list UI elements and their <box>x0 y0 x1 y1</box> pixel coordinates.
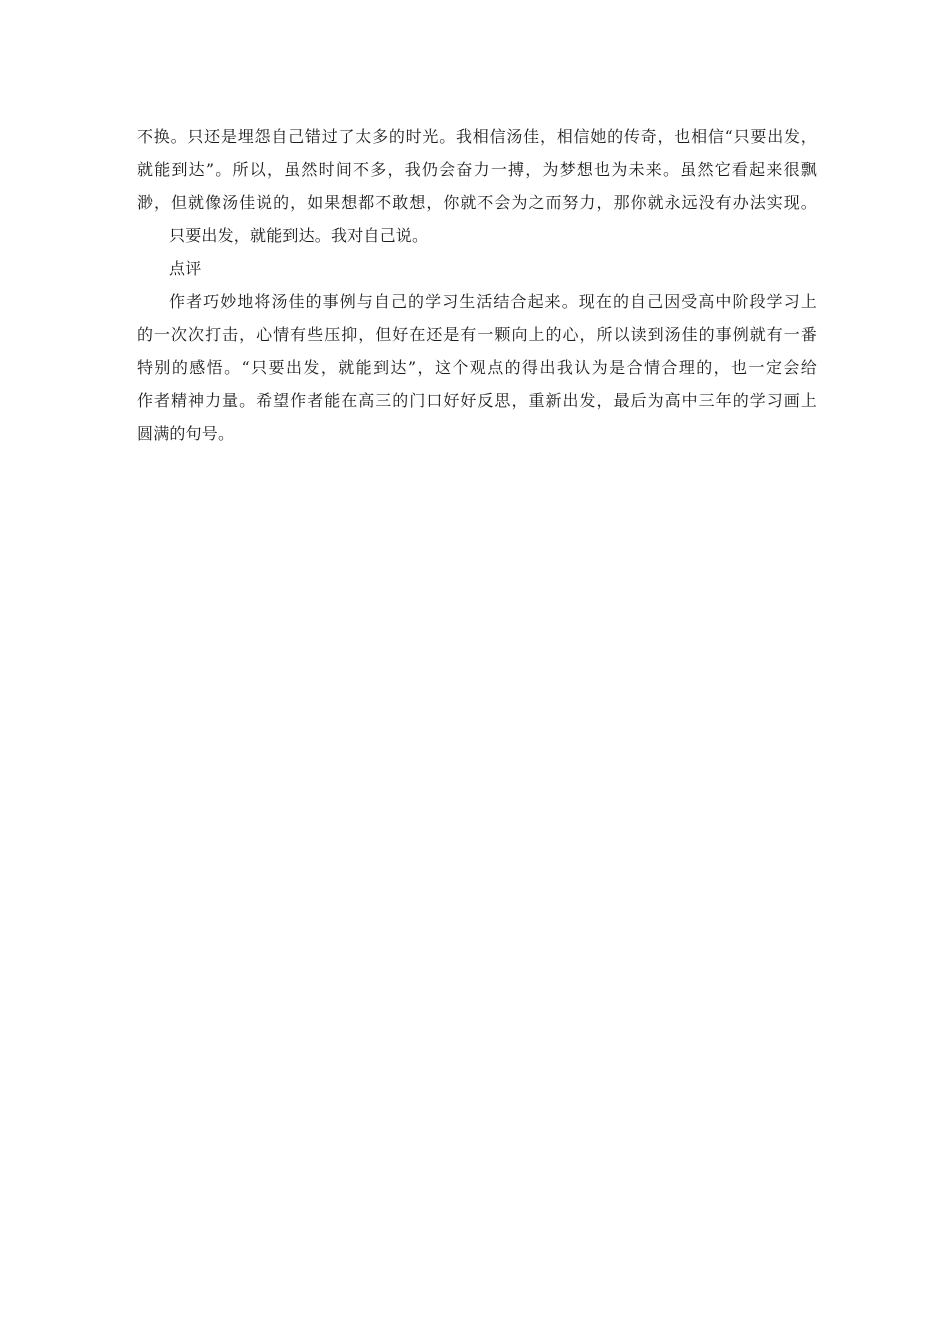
comment-paragraph <box>137 285 817 450</box>
comment-heading: 点评 <box>169 259 202 278</box>
comment-line: 的一次次打击，心情有些压抑，但好在还是有一颗向上的心，所以读到汤佳的事例就有一番 <box>137 325 817 344</box>
comment-line: 圆满的句号。 <box>137 424 235 443</box>
essay-line: 渺，但就像汤佳说的，如果想都不敢想，你就不会为之而努力，那你就永远没有办法实现。 <box>137 193 817 212</box>
essay-paragraph <box>137 120 817 219</box>
document-body <box>137 120 817 450</box>
comment-line: 作者精神力量。希望作者能在高三的门口好好反思，重新出发，最后为高中三年的学习画上 <box>137 391 817 410</box>
comment-line: 特别的感悟。“只要出发，就能到达”，这个观点的得出我认为是合情合理的，也一定会给 <box>137 358 817 377</box>
closing-line: 只要出发，就能到达。我对自己说。 <box>169 226 429 245</box>
comment-line: 作者巧妙地将汤佳的事例与自己的学习生活结合起来。现在的自己因受高中阶段学习上 <box>169 292 817 311</box>
essay-line: 不换。只还是埋怨自己错过了太多的时光。我相信汤佳，相信她的传奇，也相信“只要出发， <box>137 127 817 146</box>
essay-line: 就能到达”。所以，虽然时间不多，我仍会奋力一搏，为梦想也为未来。虽然它看起来很飘 <box>137 160 817 179</box>
